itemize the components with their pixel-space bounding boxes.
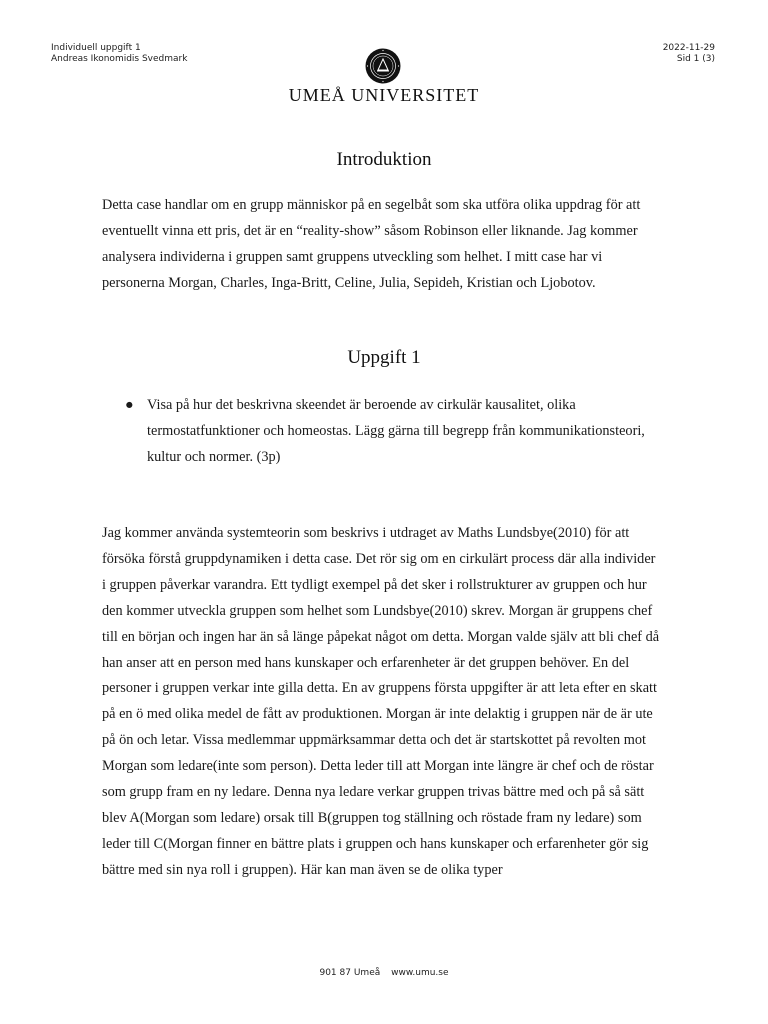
university-seal-logo (365, 48, 401, 84)
footer-address: 901 87 Umeå (319, 968, 381, 978)
intro-paragraph: Detta case handlar om en grupp människor på en segelbåt som ska utföra olika uppdrag för att eventuellt vinna ett pris, det är en “reality-show” såsom Robinson eller liknande. Jag kommer analysera individerna i gruppen samt gruppens utveckling som helhet. I mitt case har vi personerna Morgan, Charles, Inga-Britt, Celine, Julia, Sepideh, Kristian och Ljobotov. (102, 197, 641, 291)
footer-url[interactable]: www.umu.se (391, 968, 449, 978)
body-paragraph: Jag kommer använda systemteorin som beskrivs i utdraget av Maths Lundsbye(2010) för att försöka förstå gruppdynamiken i detta case. Det rör sig om en cirkulärt process där alla individer i gruppen påverkar varandra. Ett tydligt exempel på det sker i rollstrukturer av gruppen och hur den kommer utveckla gruppen som helhet som Lundsbye(2010) skrev. Morgan är gruppens chef till en början och ingen har än så länge påpekat något om detta. Morgan valde själv att bli chef då han anser att en person med hans kunskaper och erfarenheter är det gruppen behöver. En del personer i gruppen verkar inte gilla detta. En av gruppens första uppgifter är att leta efter en skatt på en ö med olika medel de fått av produktionen. Morgan är inte delaktig i gruppen när de är ute på ön och letar. Vissa medlemmar uppmärksammar detta och det är startskottet på revolten mot Morgan som ledare(inte som person). Detta leder till att Morgan inte längre är chef och de röstar som grupp fram en ny ledare. Denna nya ledare verkar gruppen trivas bättre med och på så sätt blev A(Morgan som ledare) orsak till B(gruppen tog ställning och röstade fram ny ledare) som leder till C(Morgan finner en bättre plats i gruppen och hans kunskaper och erfarenheter gör sig bättre med sin nya roll i gruppen). Här kan man även se de olika typer (102, 525, 660, 878)
bullet-icon: ● (125, 397, 134, 413)
document-title: Individuell uppgift 1 (51, 43, 141, 53)
task1-question-text: Visa på hur det beskrivna skeendet är beroende av cirkulär kausalitet, olika termostatfunktioner och homeostas. Lägg gärna till begrepp från kommunikationsteori, kultur och normer. (3p) (147, 397, 645, 465)
intro-heading: Introduktion (336, 149, 432, 170)
task1-heading: Uppgift 1 (347, 347, 421, 368)
author-name: Andreas Ikonomidis Svedmark (51, 54, 188, 64)
page-number: Sid 1 (3) (676, 54, 715, 64)
page-header-left (51, 43, 187, 65)
university-name: UMEÅ UNIVERSITET (288, 85, 480, 105)
page-footer (0, 968, 768, 978)
page-header-right (663, 43, 715, 65)
document-date: 2022-11-29 (662, 43, 715, 53)
